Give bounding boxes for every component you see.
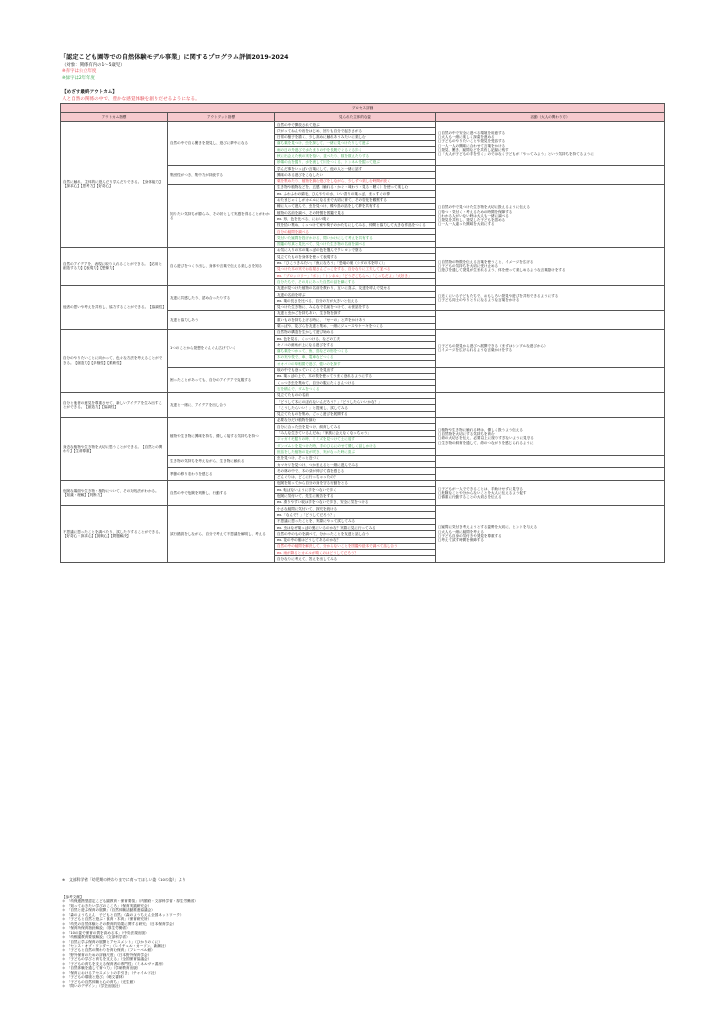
activity-cell <box>436 367 665 392</box>
behavior-item: オオバコの草相撲で遊び、強いのを探す <box>275 361 436 367</box>
behavior-item: 気付いた疑問を投げかける、問いかけにして考えを共有する <box>275 235 436 241</box>
behavior-item: どんぐりは、どこに行っちゃったの？ <box>275 474 436 480</box>
behavior-item: 「こうしたらいい！」と提案し、試してみる <box>275 405 436 411</box>
behavior-item: 枝を拾い集め、くっつけて家や椅子のかたちにしてみる、仲間と協力して大きな作品をつくる <box>275 222 436 228</box>
reference-item: ＊ 「センス・オブ・ワンダー」（レイチェル・カーソン、新潮社） <box>62 943 169 948</box>
activity-cell <box>436 455 665 468</box>
behavior-item: くっつき虫を集めて、自分の服にたくさんつける <box>275 380 436 386</box>
reference-list <box>62 899 662 988</box>
activity-cell: □子どもが一人でできることは、手助けせずに見守る □危険なことや分からないことを大人に伝えるよう促す □慎重に行動することの大切さを伝える <box>436 480 665 505</box>
behavior-item: 友達と虫かごを持ちあい、生き物を探す <box>275 310 436 316</box>
behavior-item: 友達の名前を呼ぶ <box>275 292 436 298</box>
reference-item: ＊ 「子どもの育ちを支える保育者の専門性」（ミネルヴァ書房） <box>62 961 166 966</box>
behavior-item: 虫を見つけ、そっと近づく <box>275 455 436 461</box>
references <box>62 895 662 989</box>
behavior-item: ex. 虫はなぜ葉っぱの裏にいるのかな？実際に見に行ってみる <box>275 525 436 531</box>
behavior-item: 冬の林の中で、木の芽が伸びて春を感じる <box>275 468 436 474</box>
reference-item: ＊ 「野外保育のための評価尺度」（日本野外保育学会） <box>62 952 152 957</box>
behavior-item: 自然の中の疑問を解決して、分からないことを図鑑や絵本で調べて話し合う <box>275 543 436 549</box>
behavior-item: 不思議に思ったことを、実際にやって試してみる <box>275 518 436 524</box>
activity-cell: □植物や生き物に触れる時は、優しく扱うよう伝える □自然物を大切にする気持ちを育む □命の大切さを伝え、必要以上に採りすぎないように見守る □生き物の飼育を通して、命のつながりを感じられるように <box>436 417 665 455</box>
output-cell: 植物や生き物に興味を持ち、優しく接する気持ちを持つ <box>168 417 275 455</box>
goal-heading: 【めざす最終アウトカム】 <box>62 90 117 95</box>
behavior-item: ex. ふわふわの綿毛、ひんやりの水、いい香りの葉っぱ、まっすぐの棒 <box>275 191 436 197</box>
behavior-item: ex. 花の中の蜜はどうしてあるのかな？ <box>275 537 436 543</box>
behavior-item: 自然の中で開放されて遊ぶ <box>275 122 436 128</box>
behavior-item: 種に入って遊んで、虫を見つけ、蝶や鳥の話をして夢を共有する <box>275 203 436 209</box>
reference-item: ＊ 「10の姿で保育の質を高める本」（中央法規出版） <box>62 930 149 935</box>
document-title: 「認定こども園等での自然体験モデル事業」に関するプログラム評価2019-2024 <box>60 54 289 61</box>
behavior-item: 必要な分だけ植物を摘む <box>275 417 436 423</box>
behavior-item: ex. 雨が降るとカエルが鳴くのはどうしてだろう？ <box>275 550 436 556</box>
table-body <box>61 122 665 563</box>
behavior-item: ex.「ひこうきみたい」「魚になろう」「恐竜の巣（シダの木を叩く）」 <box>275 260 436 266</box>
behavior-item: 日常の様子を描く、少し高めに触れあうみたいに楽しむ <box>275 134 436 140</box>
behavior-item: ex. 滑りやすい坂は手をつないで歩き、安全に気をつける <box>275 499 436 505</box>
behavior-item: 見つけた木の実でお店屋さんごっこをする、自分なりに工夫して並べる <box>275 266 436 272</box>
behavior-item: 見つけた生き物に、みんなで名前をつけて、お世話をする <box>275 304 436 310</box>
reference-item: ＊ 「自然体験を通して育つ力」（学研教育出版） <box>62 966 141 971</box>
behavior-item: 秋に出会えた秋の実を拾い、並べたり、数を数えたりする <box>275 153 436 159</box>
reference-item: ＊ 「自然と遊ぶ保育の展開」（自然体験活動推進協議会） <box>62 908 155 913</box>
output-cell: 友達と協力しあう <box>168 310 275 329</box>
outcome-cell: 自分のやりたいことに向かって、色々な方法を考えることができる。【創造力】【多様性】【柔軟性】 <box>61 329 168 392</box>
evaluation-table <box>60 103 665 563</box>
col-header-output: アウトプット指標 <box>168 113 275 122</box>
program-header: プロセス評価 <box>61 104 665 113</box>
output-cell: 自ら遊びをつくり出し、身体や言葉で伝える楽しさを知る <box>168 247 275 285</box>
behavior-item: ex.「なんで？」「どうしてだろう？」 <box>275 512 436 518</box>
activity-cell: □疑問に気付き考えようとする姿勢を大切に、ヒントを与える □大人も一緒に疑問を考える □子ども自身の気付きや発見を尊重する □考えて試す時間を保障する <box>436 506 665 563</box>
outcome-cell: 自分と他者の意見を尊重させて、新しいアイデアを生み出すことができる。【創造力】【協調性】 <box>61 392 168 417</box>
reference-item: ＊ 「保育所保育指針解説」（厚生労働省） <box>62 926 130 931</box>
legend-green: ※緑字は2年年度 <box>62 76 95 81</box>
behavior-item: ex.「ブロッコリー」「ポン」「トンネル」「どうぞこちらへ」「こっちだよ」「大好き」 <box>275 273 436 279</box>
outcome-cell: 身近な植物や生き物を大切に思うことができる。【自然との関わり】【生命尊重】 <box>61 417 168 480</box>
reference-item: ＊ 「森のようちえん 子どもと自然」（森のようちえん全国ネットワーク） <box>62 912 184 917</box>
outcome-cell: 危険な場面や生き物・植物について、その対処法がわかる。【知識・理解】【判断力】 <box>61 480 168 505</box>
behavior-item: 坂の中でも登っていくことを見出す <box>275 367 436 373</box>
behavior-item: 重いものを持ち上げる時に、「せーの」と声をかけあう <box>275 317 436 323</box>
behavior-item: 石を積んで、ダムをつくる <box>275 386 436 392</box>
reference-item: ＊ 「幼児の自然体験とその教育的効果に関する研究」（日本保育学会） <box>62 921 177 926</box>
behavior-item: おたまじゃくしがカエルになるまで大切に育て、その変化を観察する <box>275 197 436 203</box>
activity-cell: □自然物の特徴を伝える言葉を使うこと、イメージを広げる □子どもの気持ちを大切に受け止める □遊びを通して発見が生まれるよう、体を使って楽しめるような言葉掛けをする <box>436 247 665 285</box>
behavior-item: 友達が見つけた植物の名前を教わり、互いに喜ぶ、友達を呼んで見せる <box>275 285 436 291</box>
behavior-item: 自分たちで、その月にあった自然の話を劇にする <box>275 279 436 285</box>
behavior-item: 落ち葉を見つけ、虫を探して、一緒に見つけたりして遊ぶ <box>275 140 436 146</box>
output-cell: 友達に共感したり、認め合ったりする <box>168 285 275 310</box>
output-cell: 自然の中で危険を判断し、行動する <box>168 480 275 505</box>
behavior-item: 危険を知ってから自分の身を守る行動をとる <box>275 480 436 486</box>
behavior-item: ex. 葉っぱの上で、木の枝を使ってうまく登れるようにする <box>275 373 436 379</box>
behavior-item: キノコの菌糸が上になる遊びをする <box>275 342 436 348</box>
behavior-item: 生き物や植物などを、五感（触れる・かぐ・味わう・見る・聴く）を使って楽しむ <box>275 184 436 190</box>
references-heading: 【参考文献】 <box>62 895 84 899</box>
behavior-item: 砂場の山を掘り、水を流して川をつくる、トンネルを掘って遊ぶ <box>275 159 436 165</box>
reference-item: ＊ 「問いのデザイン」（学芸出版社） <box>62 984 123 989</box>
output-cell: 試行錯誤をしながら、自分で考えて不思議を解明し、考える <box>168 506 275 563</box>
outcome-cell: 不思議に思ったことを調べたり、試したりすることができる。【好奇心・探求心】【挑戦心】【問題解決】 <box>61 506 168 563</box>
output-cell: 友達と一緒に、アイデアを出し合う <box>168 392 275 417</box>
behavior-item: 「どうして木にのぼれないんだろう？」「どうしたらいいかな？」 <box>275 399 436 405</box>
reference-item: ＊ 「子どもと自然の関わりを育む保育」（フレーベル館） <box>62 948 155 953</box>
behavior-item: ex. 形、色を比べる、におい嗅ぐ <box>275 216 436 222</box>
reference-item: ＊ 「子どもの自然体験と心の育ち」（光生館） <box>62 979 137 984</box>
behavior-item: 図鑑の写真と見比べて、見つけた生き物の名前を調べる <box>275 241 436 247</box>
output-cell: 知りたい気持ちが膨らみ、その折として実感を得ることがわかる <box>168 184 275 247</box>
behavior-item: 見立てたものの名前 <box>275 392 436 398</box>
output-cell: 1つのことから発想をぐんぐん広げていく <box>168 329 275 367</box>
output-cell: 自然の中で自ら驚きを発見し、遊びに夢中になる <box>168 122 275 166</box>
behavior-item: 見立てたものを集め、ごっこ遊びを展開する <box>275 411 436 417</box>
activity-cell: □自然の中で見つけた生き物を大切に扱えるように伝える □待つ・気付く・考えるための時間を保障する □わかる人がいない時は大人も一緒に調べる □発見を共有し、発見した子どもを認める □一人一人違った興味を大切にする <box>436 184 665 247</box>
legend-red: ※赤字は公立年度 <box>62 69 97 74</box>
behavior-item: 植物の名前を調べ、その特徴を図鑑で見る <box>275 210 436 216</box>
behavior-item: ex. 葉の長さを比べる、自分の方が大きいと伝える <box>275 298 436 304</box>
behavior-item: 興味のある遊びをこなしたい <box>275 172 436 178</box>
output-cell: 集団性がつき、集中力が持続する <box>168 166 275 185</box>
behavior-item: 自分なりに考えて、答えを出してみる <box>275 556 436 562</box>
outcome-cell: 自然のアイデアを、表現に取り入れることができる。【応用と創造する力】【表現力】【想像力】 <box>61 247 168 285</box>
behavior-item: 落ち葉をつかって、魚、鳥などの形をつくる <box>275 348 436 354</box>
activity-cell: □子どもの発見から遊びへ展開できる（まずはシンプルな遊びから） □イメージを広げられるような言葉かけをする <box>436 329 665 367</box>
behavior-item: 葉っぱや、花びらを友達と集め、一緒にジュースやケーキをつくる <box>275 323 436 329</box>
behavior-item: 危険に気付いて、先生に報告をする <box>275 493 436 499</box>
goal-text: 人と自然の関係の中で、豊かな感覚体験を創りだせるようになる。 <box>62 97 200 102</box>
activity-cell: □自然の中で安全に遊べる環境を用意する □大人も一緒に楽しく探索を進める □子どものやりたいことや発見を受容する □一人一人の興味に合わせて言葉をかける □発見、驚き、疑問などを共有し記録に残す □「大人が子どもの手を引く」のではなく子どもが「やってみよう」という気持ちを持てるように <box>436 122 665 166</box>
target-note: （対象：関係有内の1～5歳児） <box>62 63 125 68</box>
behavior-item: ex. 色を見る、くっつける、などの工夫 <box>275 336 436 342</box>
output-cell: 困ったことがあっても、自分のアイデアで克服する <box>168 367 275 392</box>
behavior-item: 自分に合った虫を見つけ、飼育してみる <box>275 424 436 430</box>
reference-item: ＊ 「知っておきたい学びのこころ」（保育実践研究会） <box>62 903 152 908</box>
behavior-item: 葉を集めたり、植物を摘む遊びをしながら、少しずつ楽しむ時間が続く <box>275 178 436 184</box>
activity-cell: □近くにいる子どもたちで、おもしろい発見や遊びを共有できるようにする □子ども同士のやりとりになるような言葉をかける <box>436 285 665 310</box>
behavior-item: カマキリを見つけ、つかまえると一緒に遊んでみる <box>275 462 436 468</box>
footnote: ※ 文部科学省「幼児期の終わりまでに育ってほしい姿（10の姿）」より <box>62 877 186 882</box>
reference-item: ＊ 「子どもの学びと育ちを支える」（全国保育協議会） <box>62 957 152 962</box>
output-cell: 季節の移り変わりを感じる <box>168 468 275 481</box>
reference-item: ＊ 「子どもの環境と遊び」（萌文書林） <box>62 975 127 980</box>
behavior-item: お気に入りの木の葉っぱの色を選んでクレヨンで塗る <box>275 247 436 253</box>
activity-cell <box>436 166 665 185</box>
activity-cell <box>436 310 665 329</box>
behavior-item: ex. 転ばないように手をつないで歩く <box>275 487 436 493</box>
reference-item: ＊ 「保育におけるアセスメントの手引き」（チャイルド社） <box>62 970 159 975</box>
behavior-item: 雨の日の外遊びで水たまりの中を長靴でぐるぐる歩く <box>275 147 436 153</box>
reference-item: ＊ 「自然に学ぶ保育の展開とアセスメント」（ひかりのくに） <box>62 939 162 944</box>
behavior-item: 「みんな生きているんだね」「家族に会えなくなっちゃう」 <box>275 430 436 436</box>
activity-cell <box>436 468 665 481</box>
col-header-behavior: 見られた主体的な姿 <box>275 113 436 122</box>
reference-item: ＊ 「幼保連携型認定こども園教育・保育要領」（内閣府・文部科学省・厚生労働省） <box>62 899 198 904</box>
behavior-item: 木の実や枝で、車、電車などつくる <box>275 354 436 360</box>
behavior-item: 見立てたものを身体を使って表現する <box>275 254 436 260</box>
behavior-item: 戸がってねんや岩をはじめ、回りも自分で起きさがる <box>275 128 436 134</box>
behavior-item: 小さな疑問に気付いて、探究を続ける <box>275 506 436 512</box>
reference-item: ＊ 「幼稚園教育要領解説」（文部科学省） <box>62 935 130 940</box>
col-header-activity: 活動（大人の関わり方） <box>436 113 665 122</box>
behavior-item: ジャガイモ掘りの時、ミミズを見つけて土に返す <box>275 436 436 442</box>
behavior-item: 世話をした植物の花が咲き、実がなった時に喜ぶ <box>275 449 436 455</box>
outcome-cell: 自然に触れ、主体的に遊んだり学んだりできる。【身体能力】【探求心】【思考力】【好奇心】 <box>61 122 168 248</box>
behavior-item: ダンゴムシを見つけた時、手のひらにのせて優しく話しかける <box>275 443 436 449</box>
behavior-item: 自然物の構造を生かして遊び始める <box>275 329 436 335</box>
col-header-outcome: アウトカム指標 <box>61 113 168 122</box>
behavior-item: 自分の疑問を調べる <box>275 229 436 235</box>
activity-cell <box>436 392 665 417</box>
output-cell: 生き物の気持ちを考えながら、生き物に触れる <box>168 455 275 468</box>
outcome-cell: 他者の思いや考えを共有し、協力することができる。【協調性】 <box>61 285 168 329</box>
behavior-item: 学んだ事をいっぱい言葉にして、他の人と一緒に話す <box>275 166 436 172</box>
behavior-item: 自然の中のものを調べて、分かったことを友達と話し合う <box>275 531 436 537</box>
reference-item: ＊ 「子どもと自然と遊ぶ・食育・木育」（保育研究所） <box>62 917 152 922</box>
